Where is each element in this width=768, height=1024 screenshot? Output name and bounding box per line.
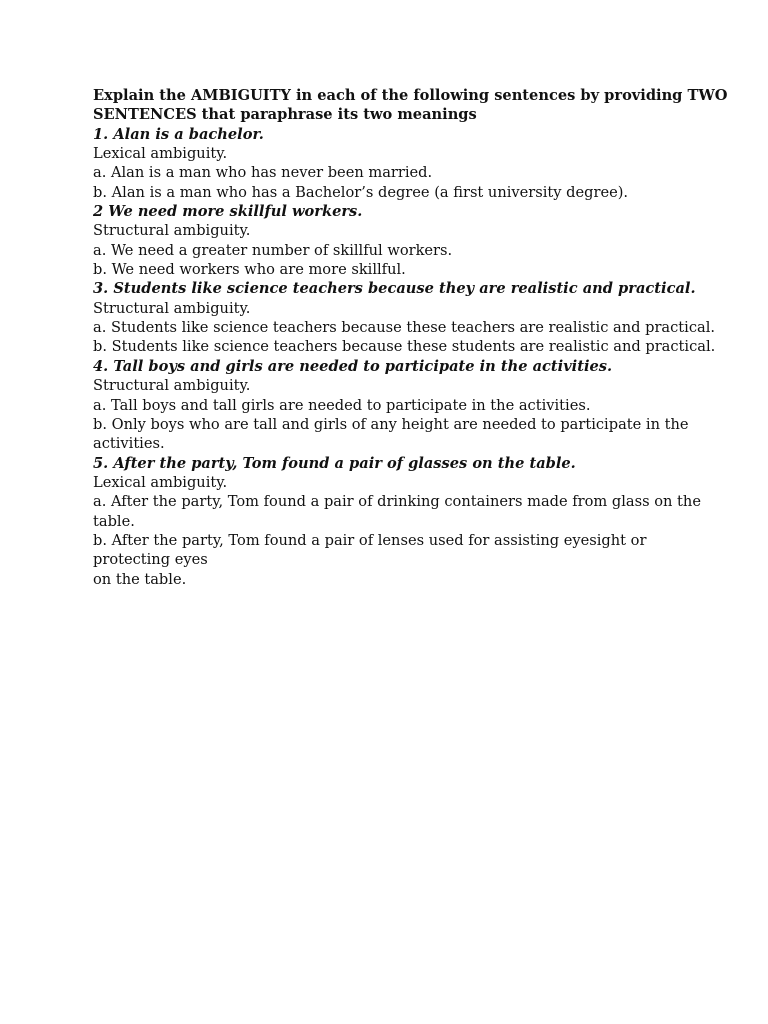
item-1-ambiguity-type: Lexical ambiguity. xyxy=(93,145,228,163)
document-page xyxy=(93,86,728,589)
item-2-meaning-b: b. We need workers who are more skillful. xyxy=(93,261,406,279)
item-4-meaning-b-line-2: activities. xyxy=(93,435,165,453)
item-5-number: 5. xyxy=(93,454,109,472)
item-3-number: 3. xyxy=(93,280,109,298)
item-2-sentence xyxy=(93,202,683,221)
item-5-meaning-a-line-2: table. xyxy=(93,512,135,530)
item-1-sentence-text: Alan is a bachelor. xyxy=(113,125,264,143)
item-3-meaning-a: a. Students like science teachers because these teachers are realistic and practical. xyxy=(93,319,716,337)
item-3-sentence-text: Students like science teachers because they are realistic and practical. xyxy=(113,280,696,298)
item-5-meaning-b-line-1: b. After the party, Tom found a pair of lenses used for assisting eyesight or xyxy=(93,531,647,549)
item-5-meaning-b-line-2: protecting eyes xyxy=(93,551,208,569)
item-1-meaning-b: b. Alan is a man who has a Bachelor’s degree (a first university degree). xyxy=(93,183,629,201)
item-1-sentence xyxy=(93,125,683,144)
item-5-meaning-b-line-3: on the table. xyxy=(93,570,187,588)
item-4-meaning-a: a. Tall boys and tall girls are needed to participate in the activities. xyxy=(93,396,591,414)
item-5-ambiguity-type: Lexical ambiguity. xyxy=(93,473,228,491)
item-1-number: 1. xyxy=(93,125,109,143)
item-4-number: 4. xyxy=(93,357,109,375)
item-3-ambiguity-type: Structural ambiguity. xyxy=(93,299,251,317)
item-4-meaning-b-line-1: b. Only boys who are tall and girls of any height are needed to participate in the xyxy=(93,415,689,433)
item-1-meaning-a: a. Alan is a man who has never been married. xyxy=(93,164,433,182)
item-3-sentence xyxy=(93,279,696,298)
item-4-sentence xyxy=(93,357,683,376)
instructions-heading-line-2: SENTENCES that paraphrase its two meanings xyxy=(93,106,477,124)
item-2-ambiguity-type: Structural ambiguity. xyxy=(93,222,251,240)
item-2-meaning-a: a. We need a greater number of skillful workers. xyxy=(93,241,453,259)
item-5-sentence-text: After the party, Tom found a pair of glasses on the table. xyxy=(113,454,576,472)
item-5-sentence xyxy=(93,454,683,473)
instructions-heading-line-1: Explain the AMBIGUITY in each of the following sentences by providing TWO xyxy=(93,87,728,104)
item-5-meaning-a-line-1: a. After the party, Tom found a pair of drinking containers made from glass on the xyxy=(93,493,701,511)
item-2-sentence-text: We need more skillful workers. xyxy=(108,203,363,221)
item-3-meaning-b: b. Students like science teachers because these students are realistic and practical. xyxy=(93,338,716,356)
item-2-number: 2 xyxy=(93,203,104,221)
item-4-sentence-text: Tall boys and girls are needed to participate in the activities. xyxy=(113,357,613,375)
item-4-ambiguity-type: Structural ambiguity. xyxy=(93,377,251,395)
